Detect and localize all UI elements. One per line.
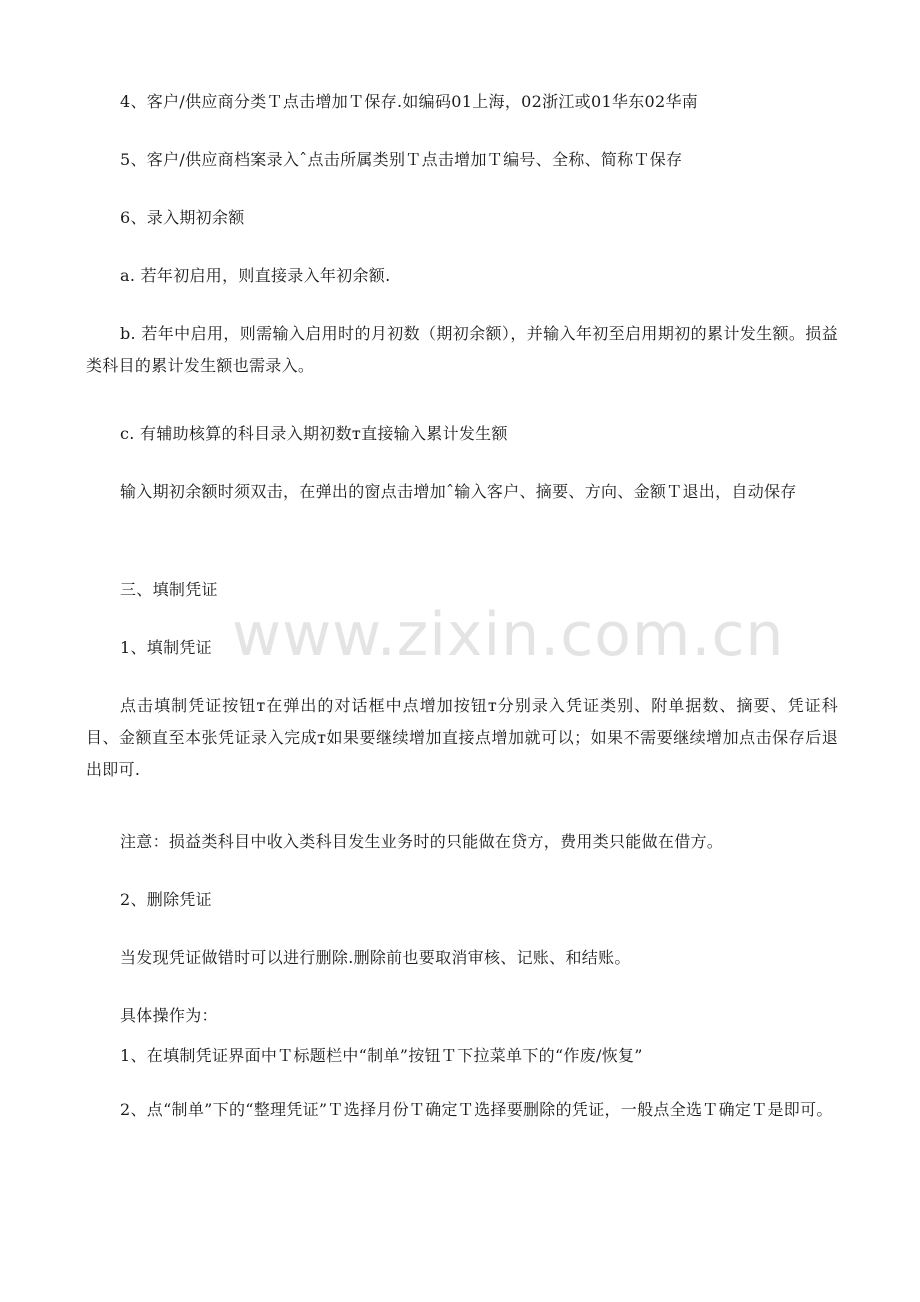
paragraph-opening-balance-heading: 6、录入期初余额 — [120, 208, 245, 227]
watermark: www.zixin.com.cn — [232, 600, 785, 670]
paragraph-item-a: a. 若年初启用，则直接录入年初余额. — [120, 266, 391, 285]
subheading-delete-voucher: 2、删除凭证 — [120, 890, 212, 909]
paragraph-input-note: 输入期初余额时须双击，在弹出的窗点击增加ˆ输入客户、摘要、方向、金额Ｔ退出，自动保存 — [120, 482, 797, 501]
paragraph-attention: 注意：损益类科目中收入类科目发生业务时的只能做在贷方，费用类只能做在借方。 — [120, 832, 724, 851]
section-heading-voucher: 三、填制凭证 — [120, 580, 218, 599]
paragraph-operation-step-2: 2、点“制单”下的“整理凭证”Ｔ选择月份Ｔ确定Ｔ选择要删除的凭证，一般点全选Ｔ确定Ｔ是即可。 — [120, 1100, 833, 1119]
paragraph-fill-voucher-steps: 点击填制凭证按钮ᴛ在弹出的对话框中点增加按钮ᴛ分别录入凭证类别、附单据数、摘要、凭证科目、金额直至本张凭证录入完成ᴛ如果要继续增加直接点增加就可以；如果不需要继续增加点击保存后退出即可. — [86, 696, 838, 779]
paragraph-operation-step-1: 1、在填制凭证界面中Ｔ标题栏中“制单”按钮Ｔ下拉菜单下的“作废/恢复” — [120, 1046, 643, 1065]
paragraph-customer-archive: 5、客户/供应商档案录入ˆ点击所属类别Ｔ点击增加Ｔ编号、全称、简称Ｔ保存 — [120, 150, 683, 169]
paragraph-item-c: c. 有辅助核算的科目录入期初数ᴛ直接输入累计发生额 — [120, 424, 508, 443]
paragraph-delete-note: 当发现凭证做错时可以进行删除.删除前也要取消审核、记账、和结账。 — [120, 948, 631, 967]
paragraph-item-b: b. 若年中启用，则需输入启用时的月初数（期初余额），并输入年初至启用期初的累计发生额。损益类科目的累计发生额也需录入。 — [86, 324, 838, 375]
paragraph-customer-category: 4、客户/供应商分类Ｔ点击增加Ｔ保存.如编码01上海，02浙江或01华东02华南 — [120, 92, 699, 111]
paragraph-operation-title: 具体操作为： — [120, 1006, 218, 1025]
subheading-fill-voucher: 1、填制凭证 — [120, 638, 212, 657]
